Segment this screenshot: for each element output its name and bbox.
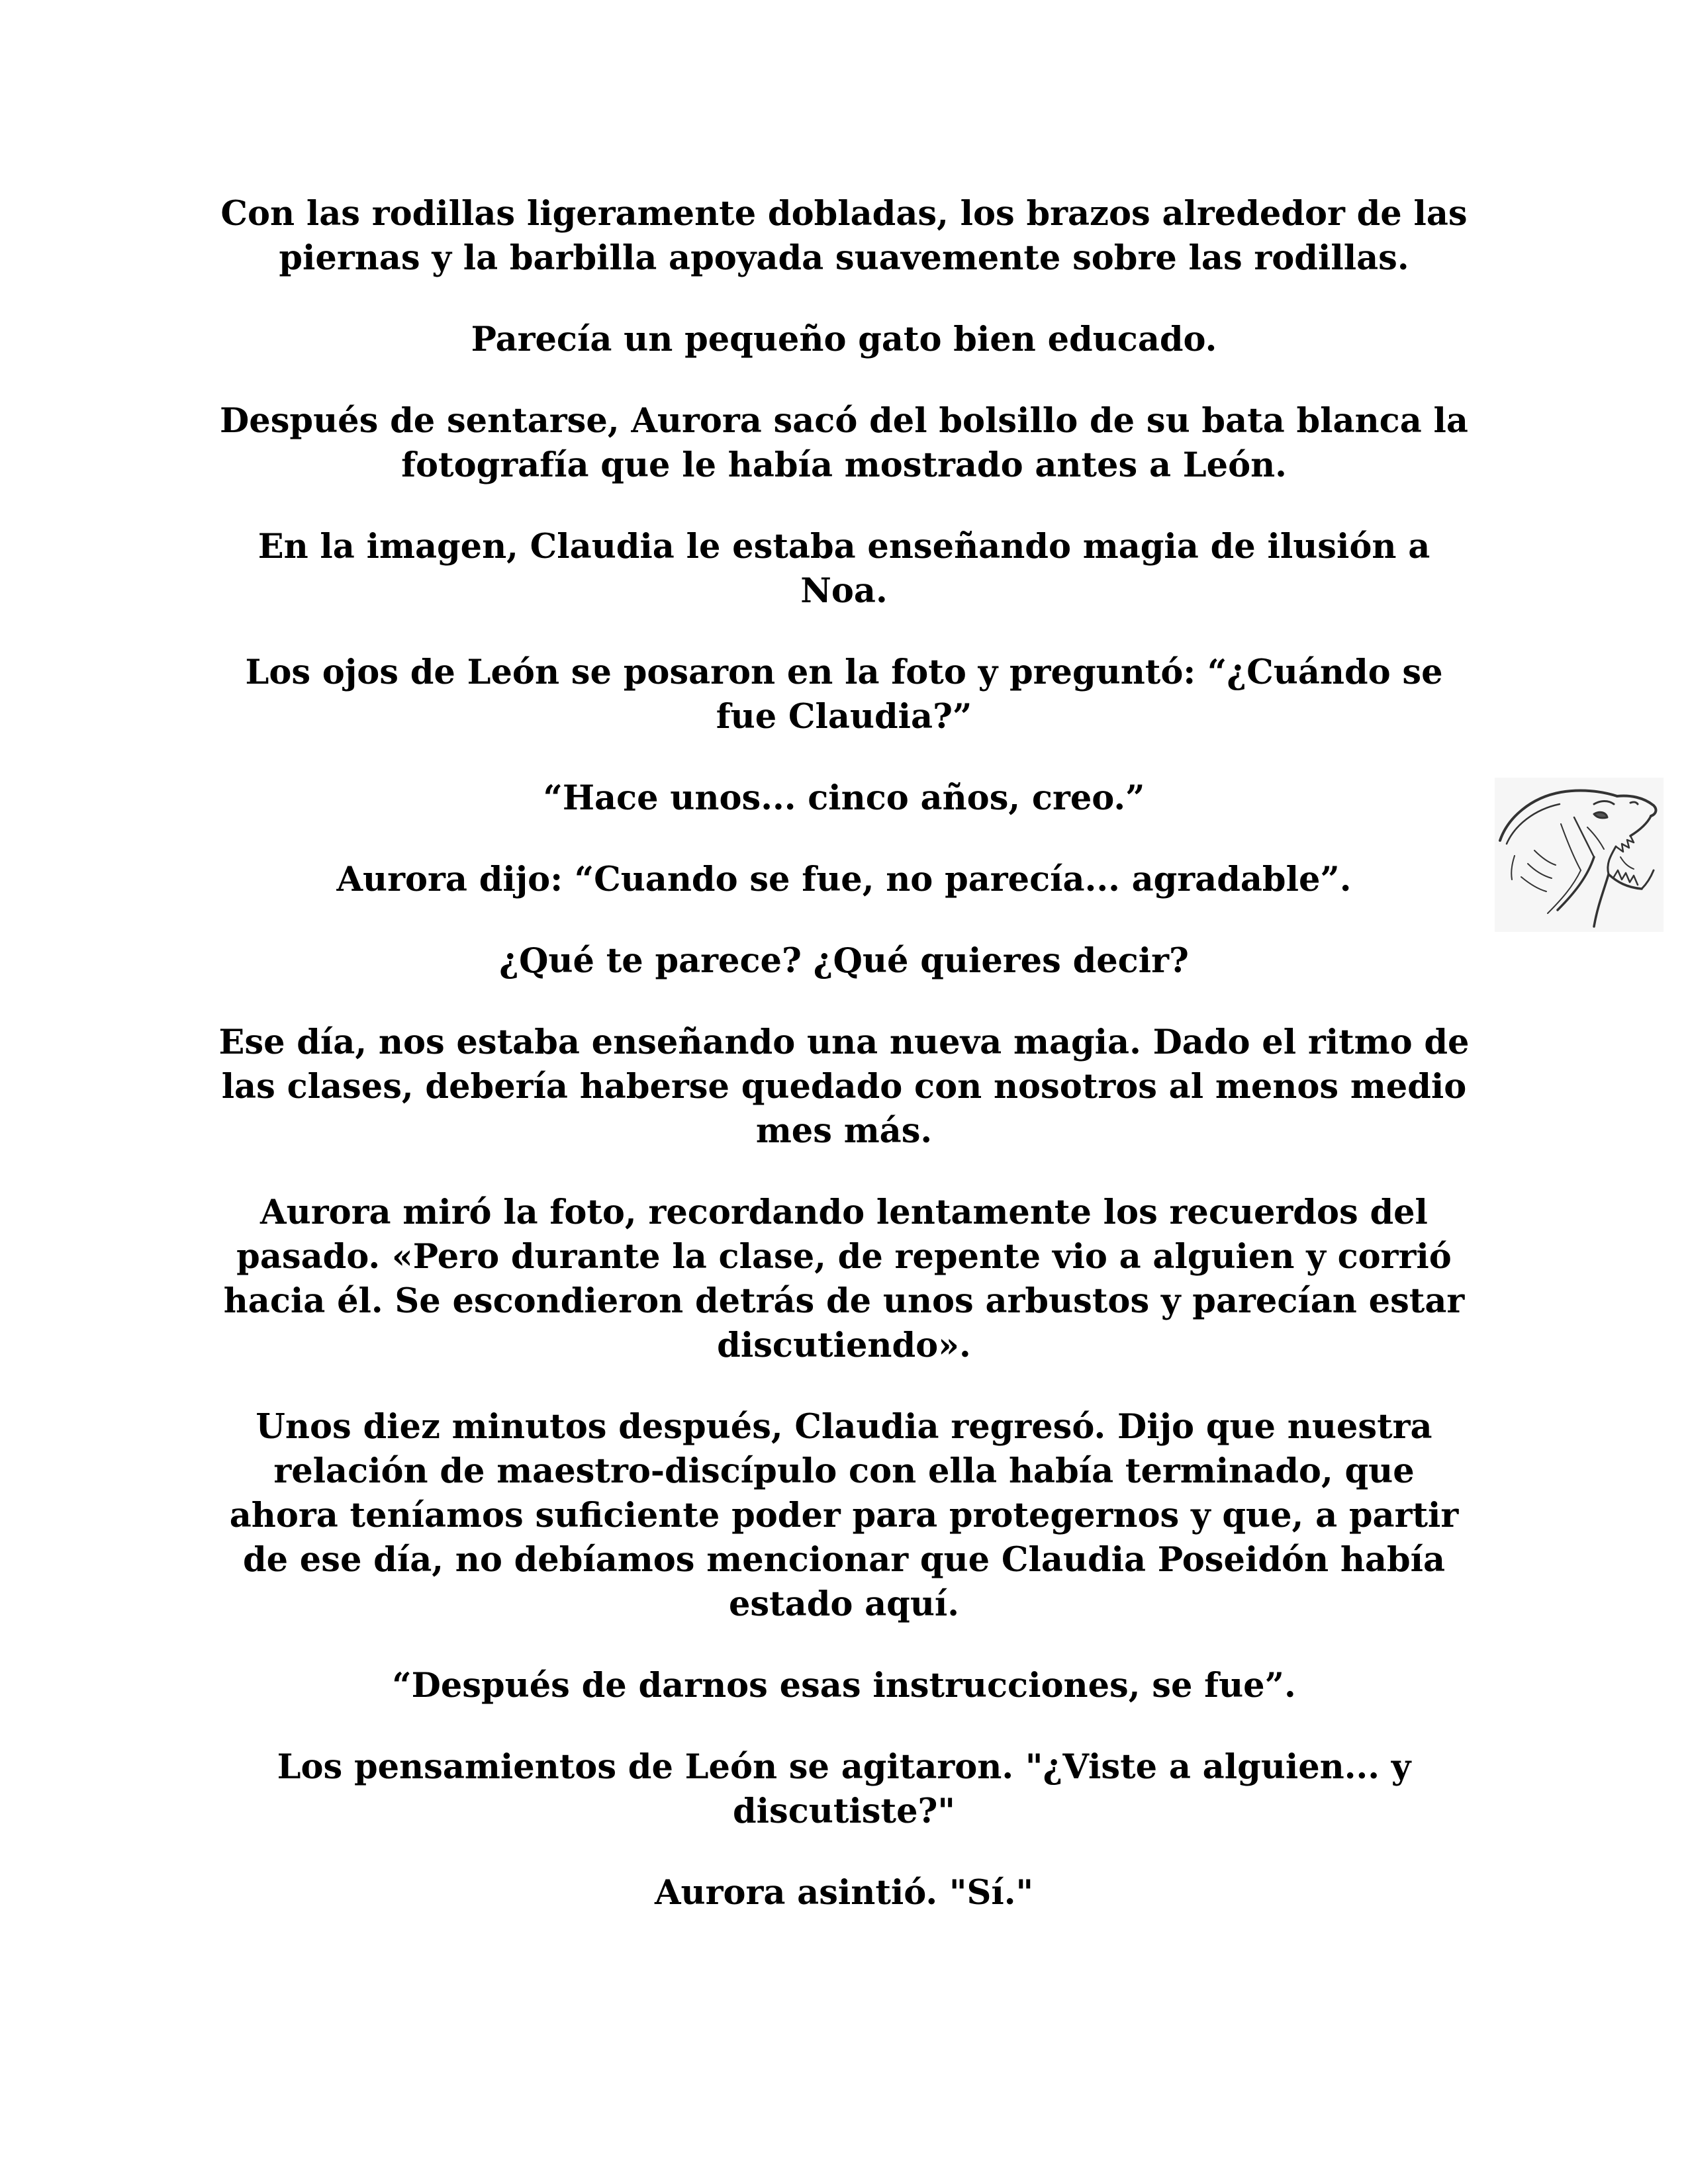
paragraph-11: Unos diez minutos después, Claudia regresó. Dijo que nuestra relación de maestro-discípulo con ella había terminado, que ahora teníamos suficiente poder para protegernos y que, a partir de ese día, no debíamos mencionar que Claudia Poseidón había estado aquí.	[229, 1407, 1459, 1624]
paragraph-7: Aurora dijo: “Cuando se fue, no parecía... agradable”.	[336, 860, 1352, 899]
paragraph-14: Aurora asintió. "Sí."	[654, 1873, 1034, 1913]
paragraph-10: Aurora miró la foto, recordando lentamente los recuerdos del pasado. «Pero durante la clase, de repente vio a alguien y corrió hacia él. Se escondieron detrás de unos arbustos y parecían estar discutiendo».	[223, 1193, 1465, 1365]
paragraph-12: “Después de darnos esas instrucciones, se fue”.	[392, 1666, 1296, 1706]
document-body	[218, 192, 1470, 1952]
paragraph-9: Ese día, nos estaba enseñando una nueva magia. Dado el ritmo de las clases, debería haberse quedado con nosotros al menos medio mes más.	[218, 1023, 1470, 1151]
dinosaur-head-sketch-icon	[1495, 778, 1664, 932]
paragraph-8: ¿Qué te parece? ¿Qué quieres decir?	[499, 941, 1189, 981]
paragraph-4: En la imagen, Claudia le estaba enseñando magia de ilusión a Noa.	[258, 527, 1430, 611]
paragraph-5: Los ojos de León se posaron en la foto y preguntó: “¿Cuándo se fue Claudia?”	[245, 653, 1443, 737]
paragraph-3: Después de sentarse, Aurora sacó del bolsillo de su bata blanca la fotografía que le había mostrado antes a León.	[220, 401, 1468, 485]
paragraph-13: Los pensamientos de León se agitaron. "¿Viste a alguien... y discutiste?"	[277, 1747, 1411, 1831]
paragraph-1: Con las rodillas ligeramente dobladas, los brazos alrededor de las piernas y la barbilla apoyada suavemente sobre las rodillas.	[220, 194, 1468, 278]
paragraph-6: “Hace unos... cinco años, creo.”	[543, 778, 1145, 818]
paragraph-2: Parecía un pequeño gato bien educado.	[471, 320, 1217, 359]
